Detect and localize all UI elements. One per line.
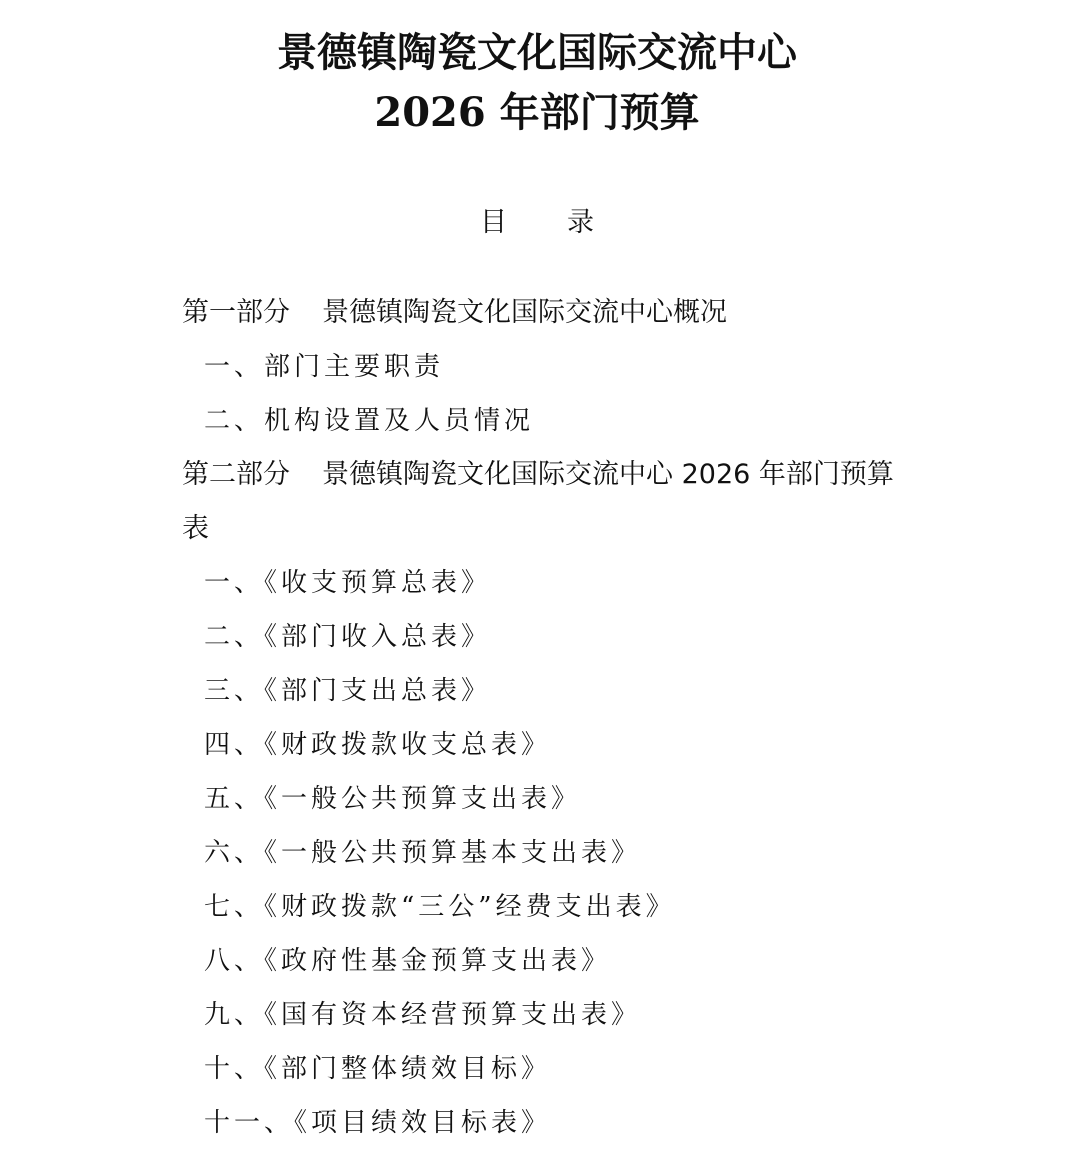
- document-title-line2: 2026 年部门预算: [374, 89, 700, 136]
- toc-item: 十、《部门整体绩效目标》: [204, 1054, 552, 1084]
- document-title-line1: 景德镇陶瓷文化国际交流中心: [277, 29, 797, 76]
- toc-part1-title: 景德镇陶瓷文化国际交流中心概况: [322, 297, 727, 328]
- toc-item: 七、《财政拨款“三公”经费支出表》: [204, 892, 676, 922]
- toc-item: 二、机构设置及人员情况: [204, 406, 535, 436]
- toc-item: 十一、《项目绩效目标表》: [204, 1108, 552, 1138]
- toc-item: 一、《收支预算总表》: [204, 568, 492, 598]
- toc-part2-title-continuation: 表: [182, 513, 209, 544]
- toc-item: 四、《财政拨款收支总表》: [204, 730, 552, 760]
- toc-part1: [182, 286, 942, 340]
- toc-part2-title: 景德镇陶瓷文化国际交流中心 2026 年部门预算: [322, 459, 894, 490]
- toc-heading-right: 录: [567, 207, 594, 238]
- toc-item: 一、部门主要职责: [204, 352, 445, 382]
- toc-item: 五、《一般公共预算支出表》: [204, 784, 582, 814]
- toc-item: 二、《部门收入总表》: [204, 622, 492, 652]
- toc-heading: [0, 203, 1074, 243]
- toc-item: 六、《一般公共预算基本支出表》: [204, 838, 642, 868]
- toc-item: 三、《部门支出总表》: [204, 676, 492, 706]
- toc-part2-label: 第二部分: [182, 459, 290, 490]
- toc-item: 九、《国有资本经营预算支出表》: [204, 1000, 642, 1030]
- toc-part2: [182, 448, 942, 502]
- toc-item: 八、《政府性基金预算支出表》: [204, 946, 612, 976]
- toc-heading-left: 目: [480, 207, 507, 238]
- toc-part1-label: 第一部分: [182, 297, 290, 328]
- table-of-contents: [182, 286, 942, 1150]
